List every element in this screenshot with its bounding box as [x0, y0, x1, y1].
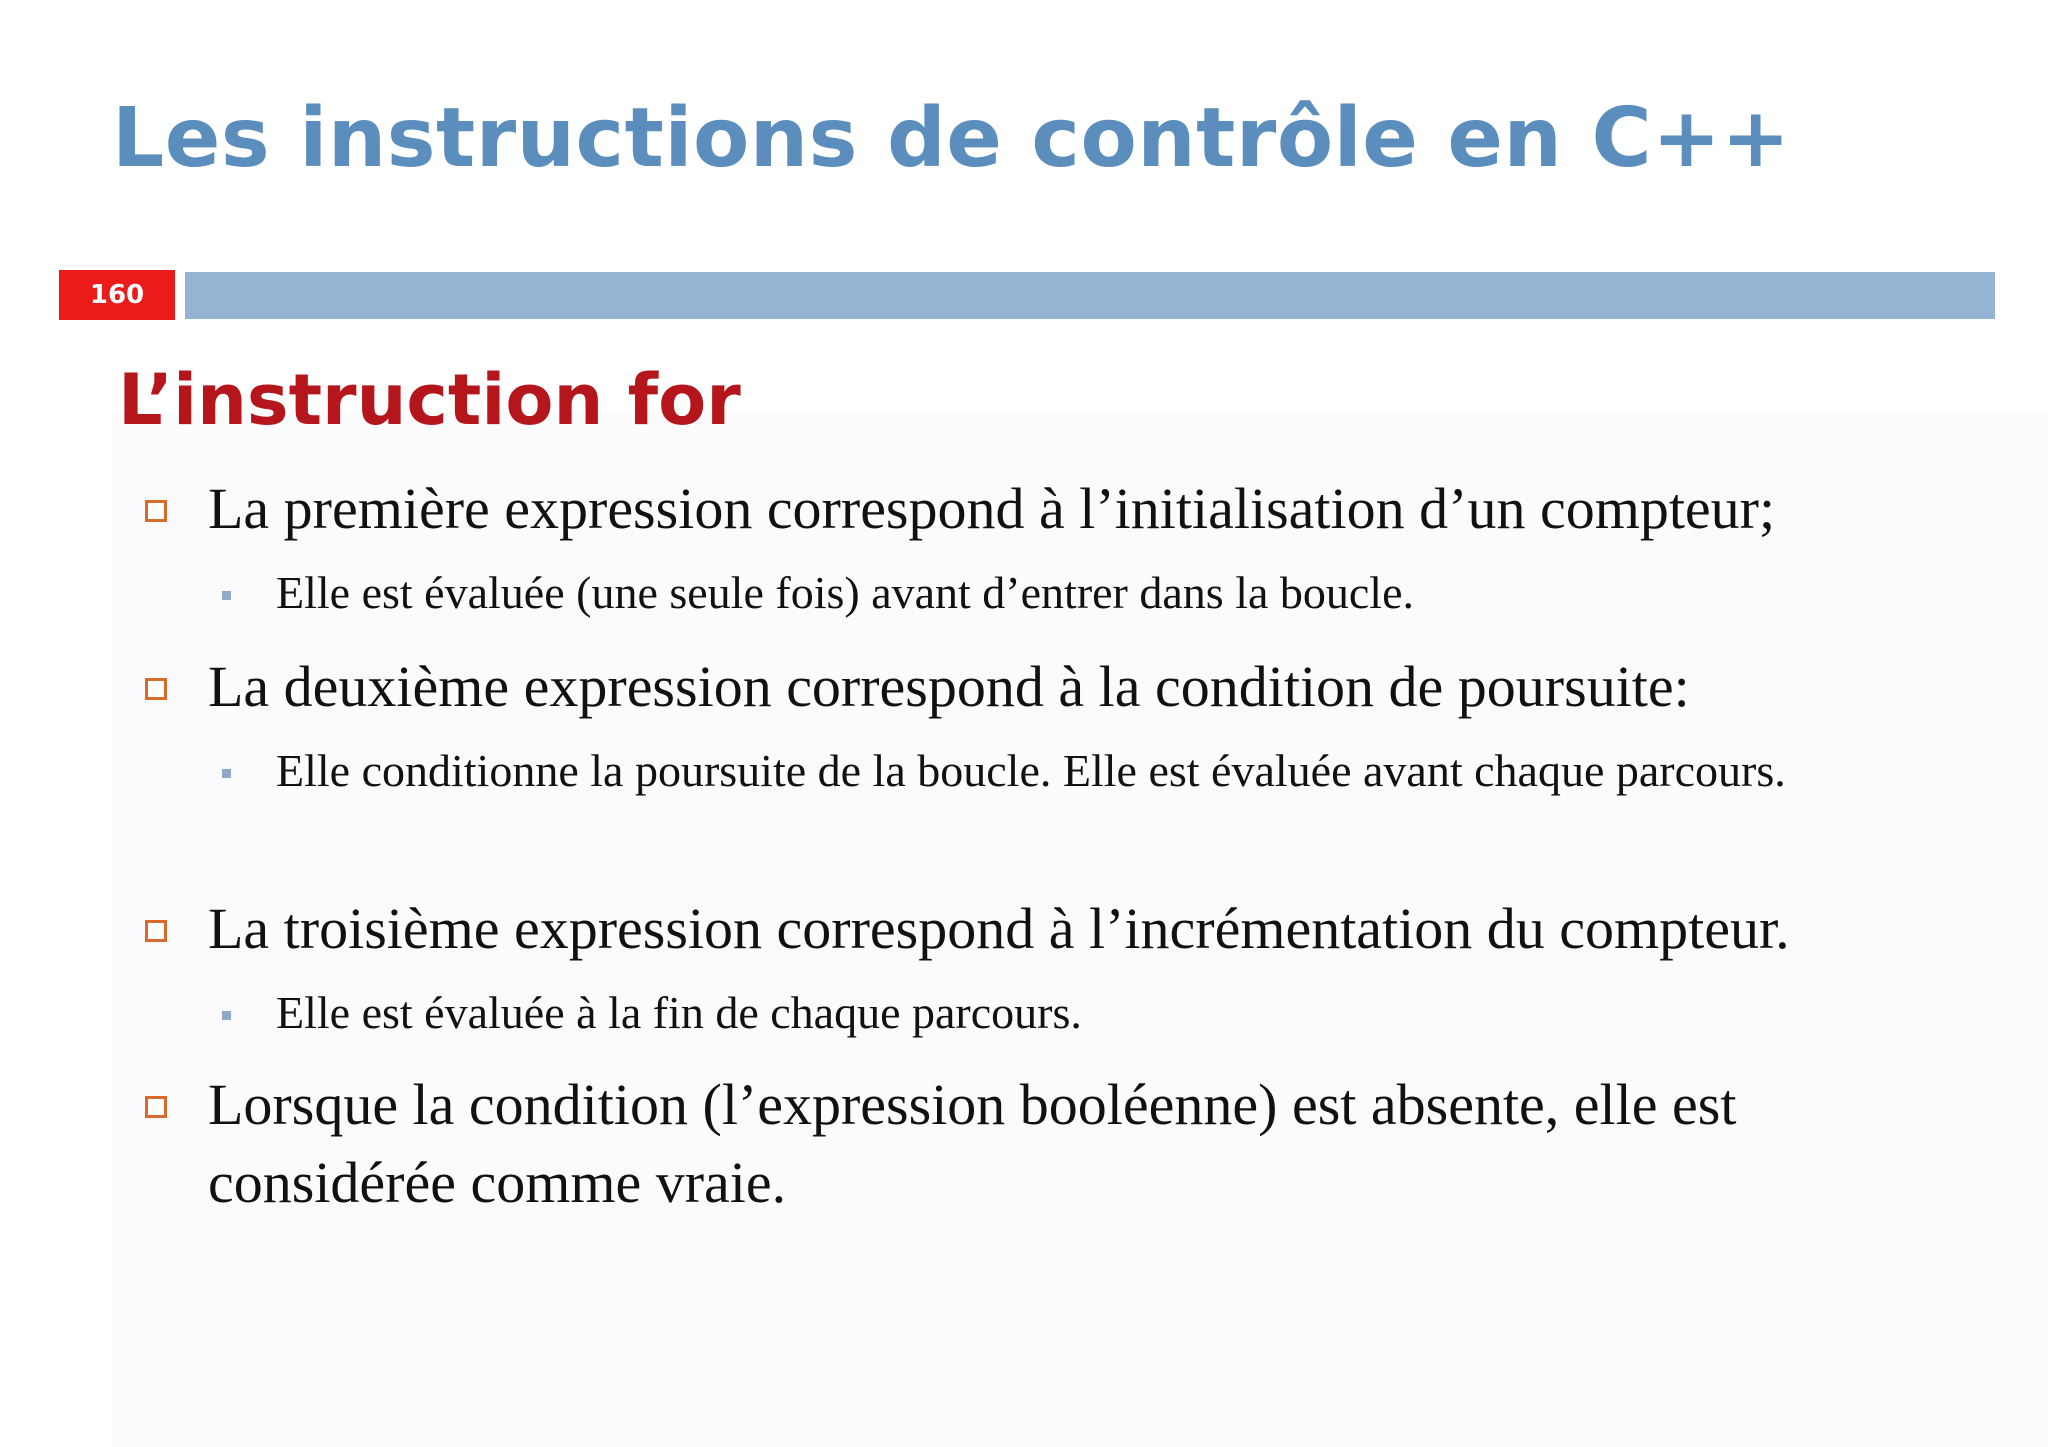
- bullet-text: La première expression correspond à l’initialisation d’un compteur;: [208, 476, 1776, 541]
- small-square-bullet-icon: [222, 1011, 231, 1020]
- page-number-badge: 160: [59, 270, 175, 320]
- square-bullet-icon: [145, 920, 167, 942]
- slide-title: Les instructions de contrôle en C++: [112, 91, 1791, 186]
- small-square-bullet-icon: [222, 591, 231, 600]
- header-bar: [185, 272, 1995, 319]
- bullet-text: La troisième expression correspond à l’incrémentation du compteur.: [208, 896, 1790, 961]
- square-bullet-icon: [145, 1096, 167, 1118]
- bullet-text: Lorsque la condition (l’expression booléenne) est absente, elle est considérée comme vraie.: [208, 1072, 1737, 1215]
- sub-bullet-text: Elle conditionne la poursuite de la boucle. Elle est évaluée avant chaque parcours.: [276, 745, 1786, 796]
- square-bullet-icon: [145, 678, 167, 700]
- square-bullet-icon: [145, 500, 167, 522]
- sub-bullet-text: Elle est évaluée (une seule fois) avant d’entrer dans la boucle.: [276, 567, 1415, 618]
- bullet-text: La deuxième expression correspond à la condition de poursuite:: [208, 654, 1690, 719]
- section-heading: L’instruction for: [118, 359, 741, 441]
- sub-bullet-text: Elle est évaluée à la fin de chaque parcours.: [276, 987, 1082, 1038]
- small-square-bullet-icon: [222, 769, 231, 778]
